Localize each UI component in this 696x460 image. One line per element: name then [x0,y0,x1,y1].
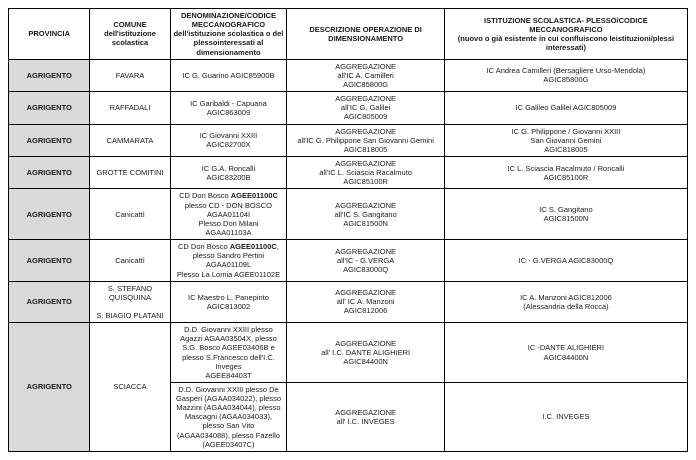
cell-operazione [287,156,445,188]
cell-text-line: (AGAA034088), plesso Fazello [176,430,280,440]
cell-text-line: IC Andrea Camilleri (Bersagliere Urso-Mendola) [486,66,646,76]
cell-denominazione [170,124,287,156]
header-cell-provincia [9,9,90,60]
bold-text-run: AGEE01100C [230,191,278,201]
header-cell-operazione [287,9,445,60]
table-row [9,189,688,240]
cell-text-line: Agazzi AGAA03504X, plesso [180,334,277,344]
text-run: , [276,242,279,252]
cell-text-line: IC G. Philippone / Giovanni XXIII [511,126,621,136]
cell-text-line: dell'istituzione [104,29,156,39]
cell-text-line: AGAA01104I [206,209,251,219]
cell-text-line: (AGEE03407C) [202,439,255,449]
table-header [9,9,688,60]
cell-text-line: AGIC85800G [343,79,389,89]
cell-text-line: all' I.C. DANTE ALIGHIERI [321,347,411,357]
cell-text-line: AGIC84400N [343,357,388,367]
cell-text-line: IC S. Gangitano [539,205,593,215]
cell-text-line [174,191,284,200]
cell-text-line: ISTITUZIONE SCOLASTICA- PLESSO/CODICE MECCANOGRAFICO [484,15,648,34]
header-row [9,9,688,60]
cell-text-line: RAFFADALI [109,103,151,113]
cell-istituzione [444,156,687,188]
cell-text-line: PROVINCIA [28,29,71,39]
cell-text-line: S.G. Bosco AGEE03406B e [182,343,275,353]
cell-text-line [174,242,284,251]
cell-text-line: AGGREGAZIONE [335,407,397,417]
cell-operazione [287,323,445,383]
cell-denominazione [170,59,287,91]
table-row [9,156,688,188]
table-row [9,281,688,322]
cell-denominazione [170,92,287,124]
cell-text-line: AGGREGAZIONE [335,61,397,71]
header-cell-denominazione [170,9,287,60]
cell-comune [90,156,170,188]
table-row [9,59,688,91]
cell-text-line: IC A. Manzoni AGIC812006 [520,292,612,302]
table-row [9,323,688,383]
cell-text-line: MECCANOGRAFICO [191,20,266,30]
cell-comune [90,92,170,124]
cell-provincia: AGRIGENTO [9,323,90,452]
cell-text-line: AGIC805009 [343,112,388,122]
cell-comune [90,323,170,452]
cell-text-line: AGIC85800G [543,75,589,85]
cell-text-line: AGGREGAZIONE [335,246,397,256]
cell-text-line: IC G.A. Roncalli [201,163,256,173]
cell-text-line: AGGREGAZIONE [335,338,397,348]
cell-comune [90,59,170,91]
cell-text-line: all'IC S. Gangitano [334,209,397,219]
cell-text-line: AGGREGAZIONE [335,94,397,104]
text-run: CD Don Bosco [179,191,231,201]
cell-text-line: AGIC813002 [206,301,251,311]
cell-text-line: scolastica [111,38,149,48]
cell-text-line: AGEE84403T [205,370,252,380]
cell-text-line: D.D. Giovanni XXIII plesso [184,325,273,335]
cell-comune [90,240,170,282]
cell-text-line: AGIC83000Q [343,264,389,274]
cell-text-line: SCIACCA [113,382,147,392]
cell-text-line: Mazzini (AGAA034044), plesso [176,403,281,413]
cell-text-line: all'IC - G.VERGA [336,255,395,265]
cell-istituzione [444,92,687,124]
cell-text-line: AGIC82700X [206,140,251,150]
cell-operazione [287,59,445,91]
cell-istituzione [444,323,687,383]
cell-text-line: San Giovanni Gemini [530,135,602,145]
cell-text-line: Gasperi (AGAA034022), plesso [175,394,281,404]
cell-provincia: AGRIGENTO [9,281,90,322]
cell-provincia: AGRIGENTO [9,124,90,156]
cell-istituzione [444,240,687,282]
cell-text-line: Canicattì [115,255,145,265]
cell-comune [90,189,170,240]
dimensionamento-table [8,8,688,452]
cell-text-line: AGIC83200B [206,172,251,182]
cell-text-line: AGIC812006 [343,306,388,316]
cell-operazione [287,124,445,156]
cell-operazione [287,240,445,282]
cell-text-line: AGGREGAZIONE [335,288,397,298]
cell-text-line: Canicattì [115,209,145,219]
cell-text-line: AGAA01109L [205,260,252,270]
cell-denominazione [170,189,287,240]
cell-text-line: plesso CD - DON BOSCO [184,200,273,210]
cell-text-line: AGAA01103A [205,227,252,237]
cell-provincia: AGRIGENTO [9,240,90,282]
cell-text-line: S. STEFANO [107,283,153,293]
cell-text-line: GROTTE COMITINI [96,168,164,178]
cell-text-line: plesso Sandro Pertini [192,251,265,261]
cell-istituzione [444,382,687,451]
cell-text-line: FAVARA [115,70,145,80]
cell-istituzione [444,189,687,240]
cell-text-line: D.D. Giovanni XXIII plesso De [178,384,279,394]
cell-text-line: IC -DANTE ALIGHIERI [527,343,605,353]
cell-text-line: AGIC81500N [543,214,589,224]
cell-text-line: Mascagni (AGAA034033), [184,412,273,422]
bold-text-run: AGEE01100C [229,242,277,252]
cell-provincia: AGRIGENTO [9,189,90,240]
cell-denominazione [170,281,287,322]
cell-text-line: Plesso La Lomia AGEE01102E [176,269,281,279]
cell-denominazione [170,323,287,383]
cell-text-line: AGIC863009 [206,107,251,117]
table-row [9,124,688,156]
cell-text-line: IC - G.VERGA AGIC83000Q [518,255,614,265]
cell-text-line: IC Garibaldi - Capuana [190,98,267,108]
cell-text-line: IC Giovanni XXIII [199,131,258,141]
cell-operazione [287,189,445,240]
cell-provincia: AGRIGENTO [9,156,90,188]
cell-text-line: S. BIAGIO PLATANI [96,310,164,320]
table-body [9,59,688,451]
cell-text-line: QUISQUINA [108,292,152,302]
cell-text-line: DIMENSIONAMENTO [328,33,404,43]
cell-text-line: all'IC L. Sciascia Racalmuto [319,168,412,178]
text-run: CD Don Bosco [178,242,230,252]
cell-text-line: IC Galileo Galilei AGIC805009 [515,103,617,113]
table-row [9,240,688,282]
cell-text-line: AGIC818005 [343,144,388,154]
cell-text-line: (Alessandria della Rocca) [523,301,609,311]
cell-text-line: plesso S.Francesco dell'I.C. [182,352,275,362]
cell-text-line: all'IC G. Galilei [340,103,391,113]
cell-text-line: AGIC84400N [543,352,589,362]
cell-text-line: all' I.C. INVEGES [336,416,395,426]
cell-text-line: dell'istituzione scolastica o del [173,29,284,39]
cell-text-line: plesso San Vito [202,421,255,431]
cell-text-line: DESCRIZIONE OPERAZIONE DI [309,24,422,34]
cell-text-line: all'IC G. Philippone San Giovanni Gemini [297,135,434,145]
cell-denominazione [170,240,287,282]
cell-operazione [287,92,445,124]
cell-text-line: IC L. Sciascia Racalmuto / Roncalli [507,163,625,173]
cell-text-line [93,302,166,311]
table-row [9,92,688,124]
header-cell-comune [90,9,170,60]
cell-provincia: AGRIGENTO [9,92,90,124]
cell-comune [90,124,170,156]
cell-text-line: I.C. INVEGES [542,412,590,422]
cell-text-line: Plesso Don Milani [198,218,259,228]
cell-text-line: AGIC81500N [343,218,388,228]
cell-istituzione [444,281,687,322]
cell-istituzione [444,59,687,91]
cell-text-line: Inveges [215,361,242,371]
cell-text-line: (nuovo o già esistente in cui confluiscono leistituzioni/plessi interessati) [457,33,675,52]
cell-text-line: IC G. Guarino AGIC85900B [182,70,275,80]
cell-text-line: all'IC A. Camilleri [337,70,394,80]
cell-istituzione [444,124,687,156]
cell-text-line: AGIC818005 [544,144,588,154]
cell-denominazione [170,156,287,188]
cell-text-line: all' IC A. Manzoni [336,297,395,307]
cell-text-line: AGGREGAZIONE [335,200,397,210]
cell-text-line: CAMMARATA [106,135,154,145]
cell-denominazione [170,382,287,451]
cell-text-line: COMUNE [113,20,147,30]
cell-comune [90,281,170,322]
cell-provincia: AGRIGENTO [9,59,90,91]
cell-operazione [287,382,445,451]
cell-text-line: AGIC85100R [343,177,388,187]
cell-text-line: AGGREGAZIONE [335,158,397,168]
cell-text-line: dimensionamento [196,47,261,57]
cell-text-line: AGGREGAZIONE [335,126,397,136]
header-cell-istituzione [444,9,687,60]
cell-text-line: IC Maestro L. Panepinto [188,292,269,302]
cell-operazione [287,281,445,322]
cell-text-line: DENOMINAZIONE/CODICE [180,11,276,20]
cell-text-line: AGIC85100R [543,172,589,182]
cell-text-line: plessointeressati al [193,38,264,48]
